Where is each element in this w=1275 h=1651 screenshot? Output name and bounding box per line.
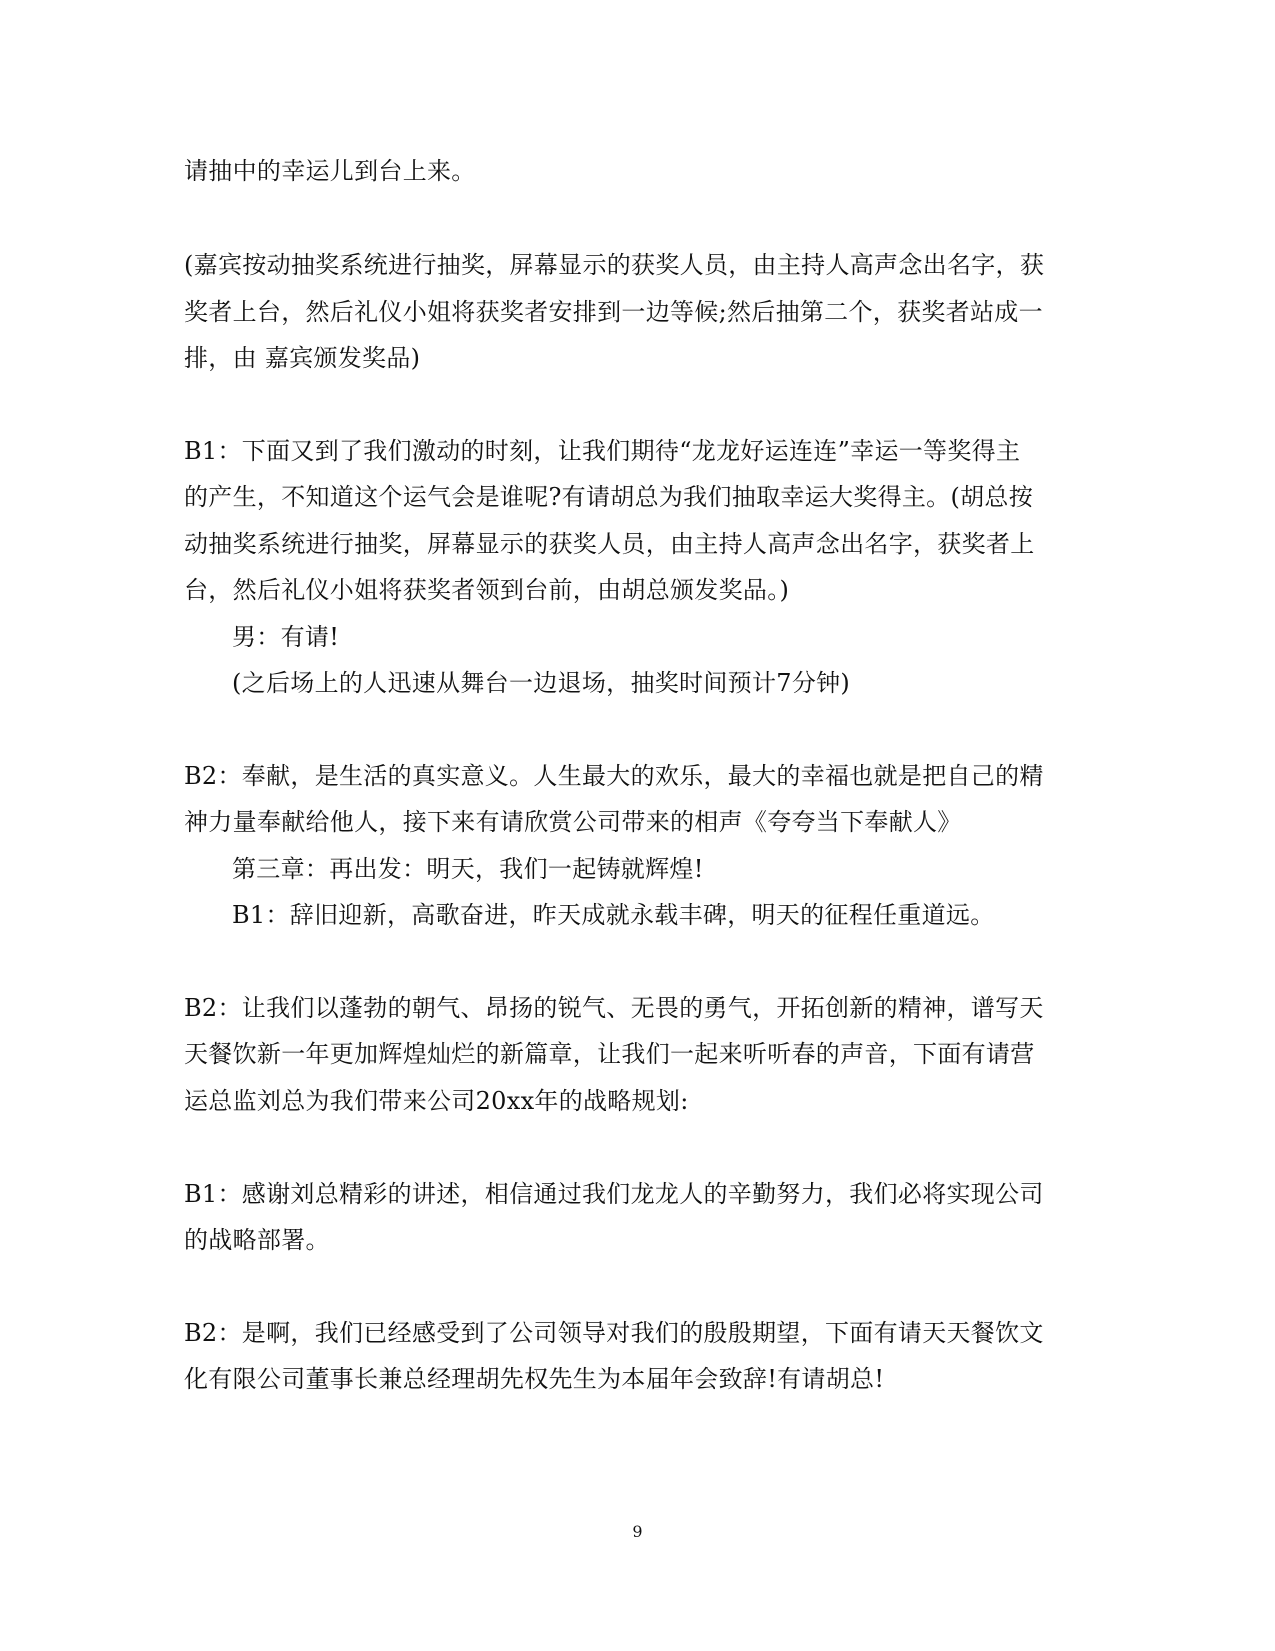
text-line: 台，然后礼仪小姐将获奖者领到台前，由胡总颁发奖品。) [184,576,790,604]
text-line: B1：辞旧迎新，高歌奋进，昨天成就永载丰碑，明天的征程任重道远。 [232,901,995,929]
text-line: 的产生，不知道这个运气会是谁呢?有请胡总为我们抽取幸运大奖得主。(胡总按 [184,483,1034,511]
text-line: B1：感谢刘总精彩的讲述，相信通过我们龙龙人的辛勤努力，我们必将实现公司 [184,1180,1044,1208]
text-line: B1：下面又到了我们激动的时刻，让我们期待“龙龙好运连连”幸运一等奖得主 [184,437,1021,465]
text-line: 运总监刘总为我们带来公司20xx年的战略规划: [184,1087,689,1115]
text-line: 请抽中的幸运儿到台上来。 [184,157,476,185]
page-number: 9 [632,1522,643,1541]
text-line: B2：奉献，是生活的真实意义。人生最大的欢乐，最大的幸福也就是把自己的精 [184,762,1044,790]
text-line: 男：有请! [232,623,340,651]
text-line: B2：让我们以蓬勃的朝气、昂扬的锐气、无畏的勇气，开拓创新的精神，谱写天 [184,994,1044,1022]
text-line: 奖者上台，然后礼仪小姐将获奖者安排到一边等候;然后抽第二个，获奖者站成一 [184,298,1043,326]
text-line: B2：是啊，我们已经感受到了公司领导对我们的殷殷期望，下面有请天天餐饮文 [184,1319,1044,1347]
text-line: 天餐饮新一年更加辉煌灿烂的新篇章，让我们一起来听听春的声音，下面有请营 [184,1040,1035,1068]
text-line: 动抽奖系统进行抽奖，屏幕显示的获奖人员，由主持人高声念出名字，获奖者上 [184,530,1035,558]
text-line: 化有限公司董事长兼总经理胡先权先生为本届年会致辞!有请胡总! [184,1365,885,1393]
text-line: 第三章：再出发：明天，我们一起铸就辉煌! [232,855,704,883]
text-line: 排，由 嘉宾颁发奖品) [184,344,421,372]
text-line: (之后场上的人迅速从舞台一边退场，抽奖时间预计7分钟) [232,669,851,697]
text-line: 的战略部署。 [184,1226,330,1254]
text-line: (嘉宾按动抽奖系统进行抽奖，屏幕显示的获奖人员，由主持人高声念出名字，获 [184,251,1045,279]
text-line: 神力量奉献给他人，接下来有请欣赏公司带来的相声《夸夸当下奉献人》 [184,808,962,836]
